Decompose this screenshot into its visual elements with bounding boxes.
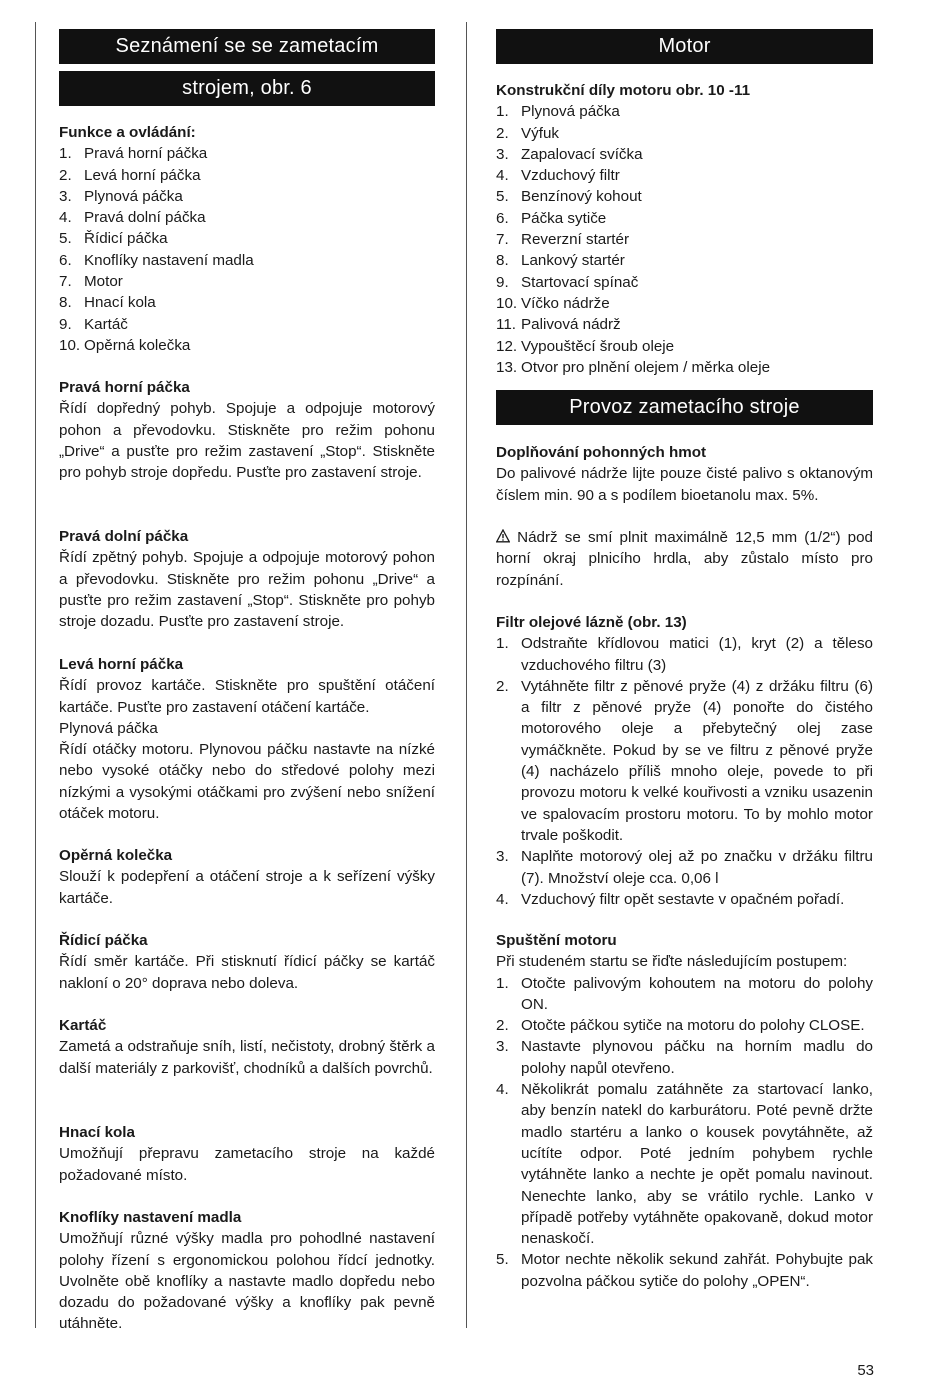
section-heading: Levá horní páčka [59,656,184,673]
warning-text: Nádrž se smí plnit maximálně 12,5 mm (1/2“) pod horní okraj plnicího hrdla, aby zůstalo místo pro rozpínání. [496,529,873,589]
list-item: 1. Plynová páčka [496,103,620,121]
list-item: 2. Vytáhněte filtr z pěnové pryže (4) z držáku filtru (6) a filtr z pěnové pryže (4) ponořte do čistého motorového oleje a přebytečný olej zase vymáčkněte. Pokud by se ve filtru z pěnové pryže (4) nacházelo příliš mnoho oleje, povede to při provozu motoru k velké kouřivosti a vzniku usazenin ve spalovacím prostoru motoru. To by mohlo motor trvale poškodit. [496,677,873,844]
list-item: 5. Benzínový kohout [496,188,642,206]
drive-wheels-section [59,1122,435,1186]
section-heading: Doplňování pohonných hmot [496,444,707,461]
list-item: 8. Hnací kola [59,294,156,312]
list-item: 4. Vzduchový filtr opět sestavte v opačném pořadí. [496,890,845,908]
section-heading: Hnací kola [59,1124,135,1141]
list-item: 4. Pravá dolní páčka [59,209,206,227]
list-item: 1. Pravá horní páčka [59,145,208,163]
functions-list [59,143,435,356]
list-item: 9. Startovací spínač [496,273,639,291]
right-upper-lever-section [59,377,435,483]
support-wheels-section [59,845,435,909]
list-item: 7. Motor [59,273,123,291]
section-heading: Pravá horní páčka [59,379,190,396]
section-heading: Funkce a ovládání: [59,124,196,141]
list-item: 10. Opěrná kolečka [59,336,191,354]
section-banner: strojem, obr. 6 [59,71,435,106]
section-heading: Pravá dolní páčka [59,528,189,545]
list-item: 6. Páčka sytiče [496,209,607,227]
list-item: 7. Reverzní startér [496,231,630,249]
sub-heading: Plynová páčka [59,719,158,737]
list-item: 9. Kartáč [59,315,128,333]
left-upper-lever-section [59,654,435,824]
list-item: 4. Vzduchový filtr [496,167,620,185]
section-heading: Knoflíky nastavení madla [59,1209,242,1226]
functions-section [59,122,435,356]
section-text: Řídí dopředný pohyb. Spojuje a odpojuje motorový pohon a převodovku. Stiskněte pro režim pohonu „Drive“ a pusťte pro režim zastavení „Stop“. Stiskněte pro pohyb stroje dopředu. Pusťte pro zastavení stroje. [59,400,435,482]
section-heading: Kartáč [59,1017,107,1034]
list-item: 3. Plynová páčka [59,187,183,205]
handle-knobs-section [59,1207,435,1335]
list-item: 10. Víčko nádrže [496,294,610,312]
section-text: Řídí směr kartáče. Při stisknutí řídicí páčky se kartáč nakloní o 20° doprava nebo doleva. [59,953,435,992]
center-divider-line [466,22,467,1328]
section-text: Při studeném startu se řiďte následujícím postupem: [496,953,848,971]
section-text: Do palivové nádrže lijte pouze čisté palivo s oktanovým číslem min. 90 a s podílem bioetanolu max. 5%. [496,465,873,504]
brush-section [59,1015,435,1079]
section-text: Řídí zpětný pohyb. Spojuje a odpojuje motorový pohon a převodovku. Stiskněte pro režim pohonu „Drive“ a pusťte pro režim zastavení „Stop“. Stiskněte pro pohyb stroje dozadu. Pusťte pro zastavení stroje. [59,549,435,631]
section-heading: Konstrukční díly motoru obr. 10 -11 [496,82,751,99]
list-item: 3. Naplňte motorový olej až po značku v držáku filtru (7). Množství oleje cca. 0,06 l [496,848,873,887]
list-item: 13. Otvor pro plnění olejem / měrka oleje [496,358,771,376]
list-item: 3. Nastavte plynovou páčku na horním madlu do polohy napůl otevřeno. [496,1038,873,1077]
list-item: 1. Odstraňte křídlovou matici (1), kryt (2) a těleso vzduchového filtru (3) [496,635,873,674]
section-heading: Opěrná kolečka [59,847,173,864]
engine-start-section [496,930,873,1292]
list-item: 3. Zapalovací svíčka [496,145,643,163]
list-item: 5. Řídicí páčka [59,230,168,248]
section-text: Řídí provoz kartáče. Stiskněte pro spuštění otáčení kartáče. Pusťte pro zastavení otáčení kartáče. [59,677,435,716]
start-steps-list [496,973,873,1292]
list-item: 6. Knoflíky nastavení madla [59,251,254,269]
section-banner: Provoz zametacího stroje [496,390,873,425]
list-item: 8. Lankový startér [496,252,625,270]
motor-parts-list [496,101,873,378]
list-item: 2. Otočte páčkou sytiče na motoru do polohy CLOSE. [496,1017,865,1035]
section-text: Řídí otáčky motoru. Plynovou páčku nastavte na nízké nebo vysoké otáčky nebo do středové polohy mezi nízkými a vysokými otáčkami pro zvýšení nebo snížení otáček motoru. [59,741,435,823]
oil-bath-filter-section [496,612,873,910]
section-text: Zametá a odstraňuje sníh, listí, nečistoty, drobný štěrk a další materiály z parkovišť, chodníků a dalších povrchů. [59,1038,435,1077]
section-heading: Spuštění motoru [496,932,617,949]
list-item: 4. Několikrát pomalu zatáhněte za startovací lanko, aby benzín natekl do karburátoru. Poté pevně držte madlo startéru a lanko o kousek povytáhněte, až ucítíte odpor. Poté jedním pohybem rychle vytáhněte lanko a nechte je opět pomalu navinout. Nenechte lanko, aby se vrátilo rychle. Lanko v případě potřeby vytáhněte opakovaně, dokud motor nenaskočí. [496,1081,873,1248]
list-item: 2. Výfuk [496,124,559,142]
section-text: Umožňují přepravu zametacího stroje na každé požadované místo. [59,1145,435,1184]
list-item: 2. Levá horní páčka [59,166,201,184]
list-item: 1. Otočte palivovým kohoutem na motoru do polohy ON. [496,974,873,1013]
warning-icon [496,529,510,543]
fuel-section [496,442,873,506]
motor-parts-section [496,80,873,378]
filter-steps-list [496,633,873,910]
list-item: 12. Vypouštěcí šroub oleje [496,337,675,355]
section-heading: Filtr olejové lázně (obr. 13) [496,614,687,631]
page-number: 53 [857,1362,874,1379]
section-banner: Seznámení se se zametacím [59,29,435,64]
fuel-warning [496,527,873,591]
list-item: 5. Motor nechte několik sekund zahřát. Pohybujte pak pozvolna páčkou sytiče do polohy „OPEN“. [496,1251,873,1290]
section-text: Umožňují různé výšky madla pro pohodlné nastavení polohy řízení s ergonomickou polohou řídcí jednotky. Uvolněte obě knoflíky a nastavte madlo dopředu nebo dozadu do požadované výšky a knoflíky pak pevně utáhněte. [59,1230,435,1333]
section-heading: Řídicí páčka [59,932,148,949]
right-lower-lever-section [59,526,435,632]
section-text: Slouží k podepření a otáčení stroje a k seřízení výšky kartáče. [59,868,435,907]
control-lever-section [59,930,435,994]
list-item: 11. Palivová nádrž [496,316,621,334]
section-banner: Motor [496,29,873,64]
left-margin-line [35,22,36,1328]
